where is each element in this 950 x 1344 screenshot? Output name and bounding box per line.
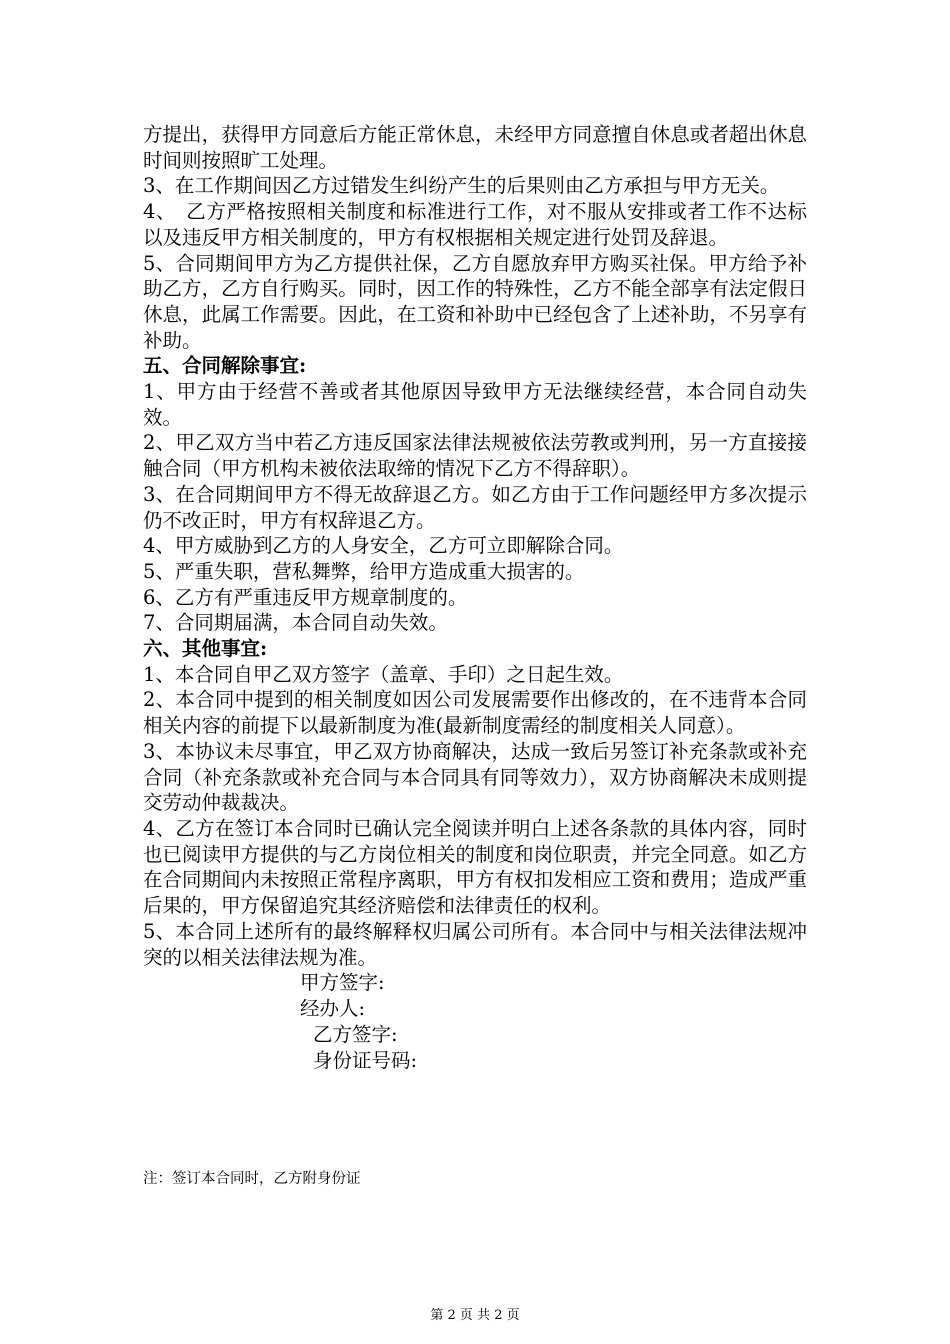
footnote: 注：签订本合同时，乙方附身份证 [143, 1171, 361, 1187]
signature-block [143, 970, 807, 1073]
termination-item-4: 4、甲方威胁到乙方的人身安全，乙方可立即解除合同。 [143, 534, 624, 558]
id-number-label: 身份证号码: [313, 1048, 418, 1072]
paragraph-rest-continuation: 方提出，获得甲方同意后方能正常休息，未经甲方同意擅自休息或者超出休息时间则按照旷工处理。 [143, 123, 807, 172]
page-number: 第 2 页 共 2 页 [430, 1308, 520, 1323]
party-a-signature-label: 甲方签字: [300, 971, 385, 995]
paragraph-rest-5: 5、合同期间甲方为乙方提供社保，乙方自愿放弃甲方购买社保。甲方给予补助乙方，乙方自行购买。同时，因工作的特殊性，乙方不能全部享有法定假日休息，此属工作需要。因此，在工资和补助中已经包含了上述补助，不另享有补助。 [143, 251, 807, 352]
termination-item-2: 2、甲乙双方当中若乙方违反国家法律法规被依法劳教或判刑，另一方直接接触合同（甲方机构未被依法取缔的情况下乙方不得辞职）。 [143, 431, 807, 481]
document-body [143, 122, 807, 1073]
agent-signature-label: 经办人: [300, 997, 366, 1020]
party-b-signature-label: 乙方签字: [313, 1022, 398, 1046]
other-item-1: 1、本合同自甲乙双方签字（盖章、手印）之日起生效。 [143, 662, 624, 686]
section-heading-termination: 五、合同解除事宜: [143, 354, 307, 378]
termination-item-6: 6、乙方有严重违反甲方规章制度的。 [143, 585, 468, 609]
section-heading-other: 六、其他事宜: [143, 637, 268, 661]
termination-item-3: 3、在合同期间甲方不得无故辞退乙方。如乙方由于工作问题经甲方多次提示仍不改正时，甲方有权辞退乙方。 [143, 482, 807, 532]
other-item-5: 5、本合同上述所有的最终解释权归属公司所有。本合同中与相关法律法规冲突的以相关法律法规为准。 [143, 919, 807, 969]
termination-item-7: 7、合同期届满，本合同自动失效。 [143, 611, 448, 635]
paragraph-rest-3: 3、在工作期间因乙方过错发生纠纷产生的后果则由乙方承担与甲方无关。 [143, 174, 780, 198]
termination-item-1: 1、甲方由于经营不善或者其他原因导致甲方无法继续经营，本合同自动失效。 [143, 380, 807, 429]
termination-item-5: 5、严重失职，营私舞弊，给甲方造成重大损害的。 [143, 559, 585, 583]
paragraph-rest-4: 4、 乙方严格按照相关制度和标准进行工作，对不服从安排或者工作不达标以及违反甲方相关制度的，甲方有权根据相关规定进行处罚及辞退。 [143, 200, 807, 249]
other-item-4: 4、乙方在签订本合同时已确认完全阅读并明白上述各条款的具体内容，同时也已阅读甲方提供的与乙方岗位相关的制度和岗位职责，并完全同意。如乙方在合同期间内未按照正常程序离职，甲方有权扣发相应工资和费用；造成严重后果的，甲方保留追究其经济赔偿和法律责任的权利。 [143, 816, 807, 918]
other-item-3: 3、本协议未尽事宜，甲乙双方协商解决，达成一致后另签订补充条款或补充合同（补充条款或补充合同与本合同具有同等效力），双方协商解决未成则提交劳动仲裁裁决。 [143, 739, 807, 815]
other-item-2: 2、本合同中提到的相关制度如因公司发展需要作出修改的，在不违背本合同相关内容的前提下以最新制度为准(最新制度需经的制度相关人同意）。 [143, 688, 807, 738]
